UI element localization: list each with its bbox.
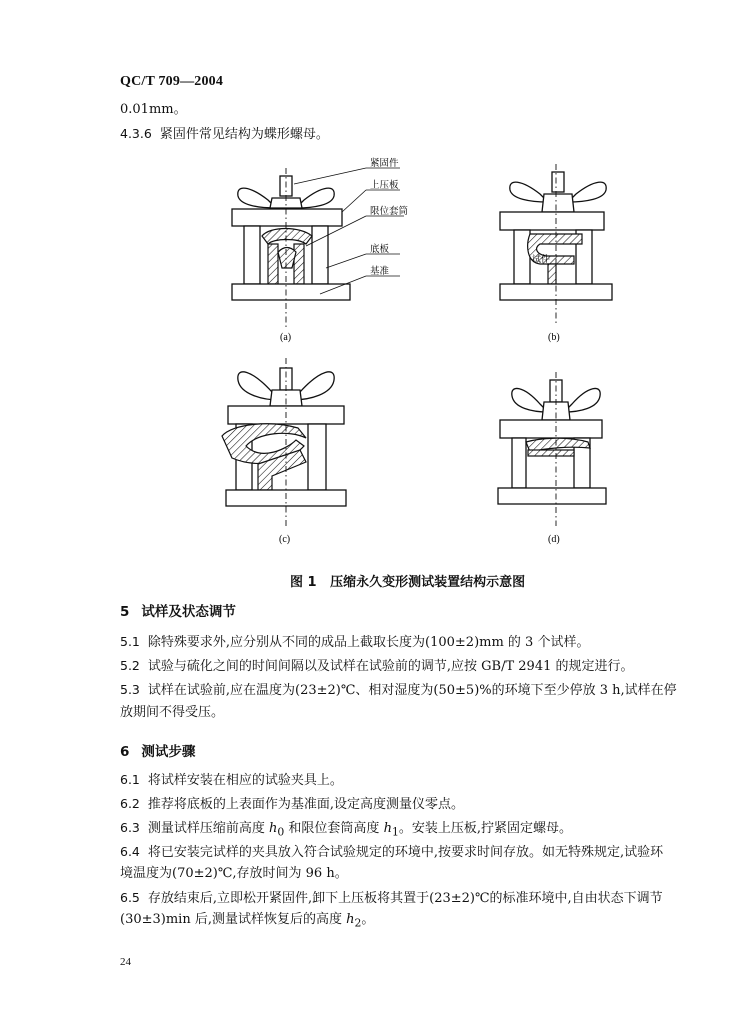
- label-upper-plate: 上压板: [370, 180, 399, 191]
- variable-h: h: [269, 821, 278, 836]
- section-title: 试样及状态调节: [141, 604, 236, 620]
- clause-text: 推荐将底板的上表面作为基准面,设定高度测量仪零点。: [147, 797, 465, 812]
- section-5-heading: [120, 600, 236, 620]
- clause-text: 试验与硫化之间的时间间隔以及试样在试验前的调节,应按 GB/T 2941 的规定进行。: [147, 659, 634, 674]
- panel-d-drawing: [498, 372, 606, 526]
- panel-c-drawing: [222, 358, 346, 526]
- clause-5-2: [120, 656, 634, 677]
- clause-number: 6.4: [120, 844, 140, 859]
- clause-6-4-continued: 境温度为(70±2)℃,存放时间为 96 h。: [120, 866, 348, 881]
- clause-6-3: [120, 818, 572, 843]
- page-number: 24: [120, 956, 131, 968]
- clause-text: 试样在试验前,应在温度为(23±2)℃、相对湿度为(50±5)%的环境下至少停放 3 h,试样在停: [147, 683, 677, 698]
- clause-text-c: 。安装上压板,拧紧固定螺母。: [398, 821, 572, 836]
- panel-d-label: (d): [548, 534, 560, 545]
- section-number: 5: [120, 604, 130, 620]
- figure-number: 图 1: [290, 575, 317, 590]
- clause-number: 5.3: [120, 682, 140, 697]
- clause-text: 存放结束后,立即松开紧固件,卸下上压板将其置于(23±2)℃的标准环境中,自由状态下调节: [147, 891, 663, 906]
- clause-number: 6.5: [120, 890, 140, 905]
- clause-number: 6.2: [120, 796, 140, 811]
- clause-text-b: 。: [361, 912, 375, 927]
- clause-6-5: [120, 888, 663, 909]
- clause-text-a: (30±3)min 后,测量试样恢复后的高度: [120, 912, 347, 927]
- panel-c-label: (c): [279, 534, 291, 545]
- label-datum: 基准: [370, 266, 390, 277]
- clause-text-b: 和限位套筒高度: [284, 821, 384, 836]
- clause-number: 6.3: [120, 820, 140, 835]
- clause-number: 4.3.6: [120, 126, 152, 141]
- panel-b-label: (b): [548, 332, 560, 343]
- figure-1-diagram: [0, 150, 734, 590]
- section-6-heading: [120, 740, 195, 760]
- subscript-0: 0: [277, 825, 285, 839]
- clause-5-3-continued: 放期间不得受压。: [120, 705, 225, 720]
- clause-text-a: 测量试样压缩前高度: [147, 821, 270, 836]
- clause-5-3: [120, 680, 677, 701]
- variable-h: h: [346, 912, 355, 927]
- continued-text: 0.01mm。: [120, 102, 187, 117]
- clause-text: 将试样安装在相应的试验夹具上。: [147, 773, 343, 788]
- panel-a-label: (a): [280, 332, 292, 343]
- section-number: 6: [120, 744, 130, 760]
- clause-6-1: [120, 770, 343, 791]
- standard-number: QC/T 709—2004: [120, 74, 224, 89]
- clause-text: 紧固件常见结构为蝶形螺母。: [159, 127, 329, 142]
- clause-5-1: [120, 632, 589, 653]
- clause-text: 将已安装完试样的夹具放入符合试验规定的环境中,按要求时间存放。如无特殊规定,试验环: [147, 845, 664, 860]
- clause-6-4: [120, 842, 663, 863]
- subscript-1: 1: [391, 825, 399, 839]
- panel-b-drawing: [500, 164, 612, 326]
- section-title: 测试步骤: [141, 744, 196, 760]
- clause-6-2: [120, 794, 464, 815]
- label-base-plate: 底板: [370, 244, 390, 255]
- clause-text: 除特殊要求外,应分别从不同的成品上截取长度为(100±2)mm 的 3 个试样。: [147, 635, 590, 650]
- label-limit-sleeve: 限位套筒: [370, 206, 409, 217]
- variable-h: h: [383, 821, 392, 836]
- clause-4-3-6: [120, 124, 329, 145]
- clause-6-5-continued: [120, 910, 374, 934]
- figure-caption: [290, 571, 525, 590]
- label-specimen: 试件: [532, 255, 551, 265]
- clause-number: 6.1: [120, 772, 140, 787]
- clause-number: 5.2: [120, 658, 140, 673]
- label-fastener: 紧固件: [370, 158, 399, 169]
- subscript-2: 2: [354, 916, 362, 930]
- clause-number: 5.1: [120, 634, 140, 649]
- figure-title: 压缩永久变形测试装置结构示意图: [330, 575, 526, 590]
